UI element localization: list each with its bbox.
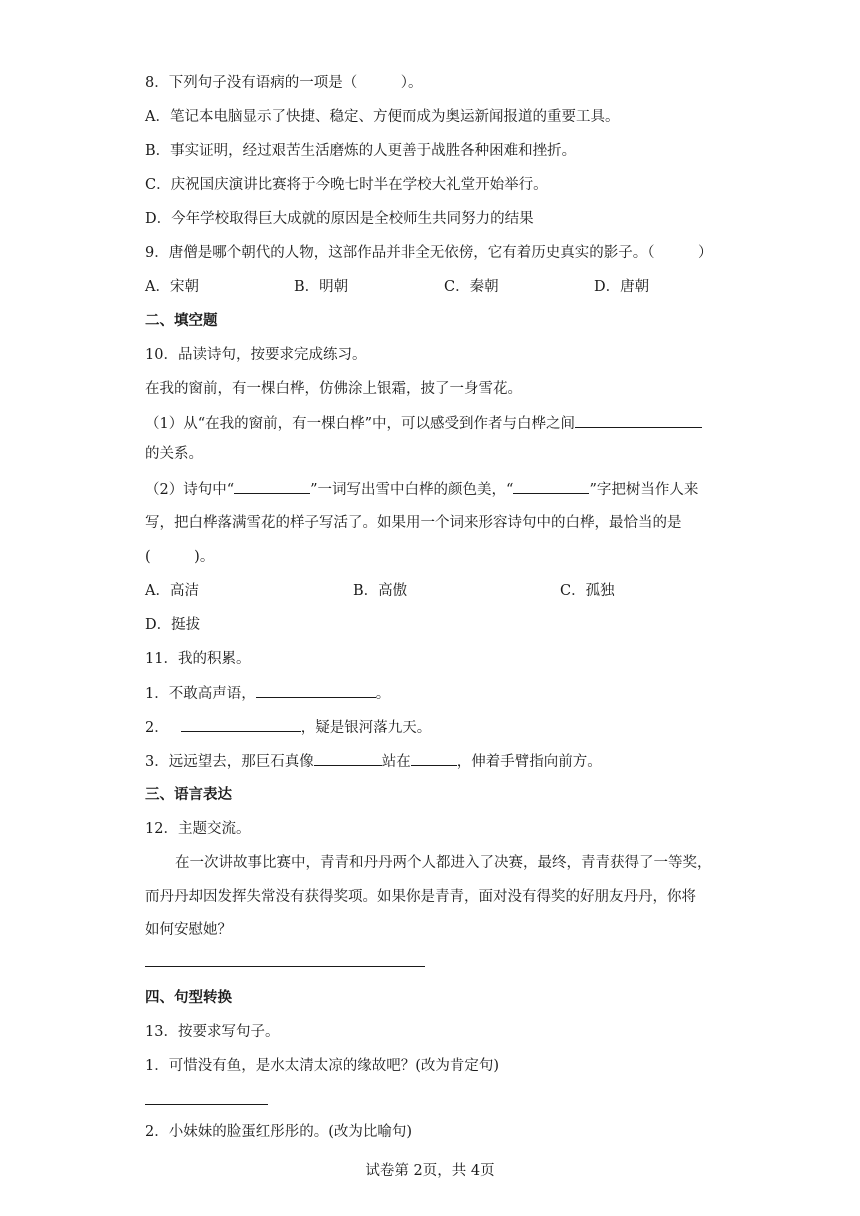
q9-option-d: D．唐朝 [594,279,650,295]
q8-option-c: C．庆祝国庆演讲比赛将于今晚七时半在学校大礼堂开始举行。 [145,177,548,193]
q10-part1-line1 [145,413,702,434]
q11-item-1 [145,683,390,704]
q10-part2-text-1: （2）诗句中“ [145,482,235,498]
q10-option-b: B．高傲 [353,583,408,599]
q10-part2-blank-char[interactable] [513,479,589,494]
q10-part2-text-2: ”一词写出雪中白桦的颜色美，“ [310,482,514,498]
q11-item-3-blank-1[interactable] [314,751,382,766]
q12-line-2: 而丹丹却因发挥失常没有获得奖项。如果你是青青，面对没有得奖的好朋友丹丹，你将 [145,889,696,905]
q12-answer-line[interactable] [145,966,425,967]
q13-item-1: 1．可惜没有鱼，是水太清太凉的缘故吧？(改为肯定句) [145,1058,500,1074]
q10-stem: 10．品读诗句，按要求完成练习。 [145,347,367,363]
q10-part2-blank-color[interactable] [234,479,310,494]
q10-part2-line3: ( )。 [145,549,215,565]
q11-item-3 [145,751,602,772]
q10-part2-line1 [145,479,698,500]
q11-item-1-text: 1．不敢高声语， [145,686,256,702]
q8-option-b: B．事实证明，经过艰苦生活磨炼的人更善于战胜各种困难和挫折。 [145,143,577,159]
q11-item-1-end: 。 [375,686,391,702]
q11-item-3-text-2: 站在 [381,754,411,770]
q13-item-1-answer-line[interactable] [145,1104,268,1105]
q12-line-3: 如何安慰她？ [145,922,232,938]
section-heading-sentence-transform: 四、句型转换 [145,989,232,1006]
q10-poem: 在我的窗前，有一棵白桦，仿佛涂上银霜，披了一身雪花。 [145,381,522,397]
q11-item-3-blank-2[interactable] [411,751,457,766]
q13-stem: 13．按要求写句子。 [145,1024,280,1040]
q12-stem: 12．主题交流。 [145,821,251,837]
q10-option-d: D．挺拔 [145,617,201,633]
page-footer: 试卷第 2页，共 4页 [365,1163,495,1179]
q10-option-c: C．孤独 [560,583,615,599]
q11-item-1-blank[interactable] [256,683,376,698]
q12-line-1: 在一次讲故事比赛中，青青和丹丹两个人都进入了决赛，最终，青青获得了一等奖， [175,855,712,871]
q11-item-2 [145,717,431,738]
q9-option-a: A．宋朝 [145,279,199,295]
q10-part1-text: （1）从“在我的窗前，有一棵白桦”中，可以感受到作者与白桦之间 [145,416,576,432]
q8-option-d: D．今年学校取得巨大成就的原因是全校师生共同努力的结果 [145,211,534,227]
q11-item-2-num: 2． [145,720,169,736]
q10-part2-text-3: ”字把树当作人来 [589,482,699,498]
q13-item-2: 2．小妹妹的脸蛋红彤彤的。(改为比喻句) [145,1124,413,1140]
q11-item-3-text-3: ，伸着手臂指向前方。 [456,754,602,770]
section-heading-fill-blank: 二、填空题 [145,312,218,329]
q11-item-2-text: ，疑是银河落九天。 [300,720,432,736]
q10-part2-line2: 写，把白桦落满雪花的样子写活了。如果用一个词来形容诗句中的白桦，最恰当的是 [145,515,682,531]
q10-part1-line2: 的关系。 [145,446,203,462]
q11-item-2-blank[interactable] [181,717,301,732]
q11-item-3-text-1: 3．远远望去，那巨石真像 [145,754,314,770]
section-heading-expression: 三、语言表达 [145,786,232,803]
q8-stem: 8．下列句子没有语病的一项是（ ）。 [145,75,423,91]
q10-part1-blank[interactable] [575,413,702,428]
q9-stem: 9．唐僧是哪个朝代的人物，这部作品并非全无依傍，它有着历史真实的影子。（ ） [145,245,713,261]
q11-stem: 11．我的积累。 [145,651,251,667]
q8-option-a: A．笔记本电脑显示了快捷、稳定、方便而成为奥运新闻报道的重要工具。 [145,109,620,125]
q10-option-a: A．高洁 [145,583,199,599]
q9-option-c: C．秦朝 [444,279,499,295]
q9-option-b: B．明朝 [294,279,349,295]
